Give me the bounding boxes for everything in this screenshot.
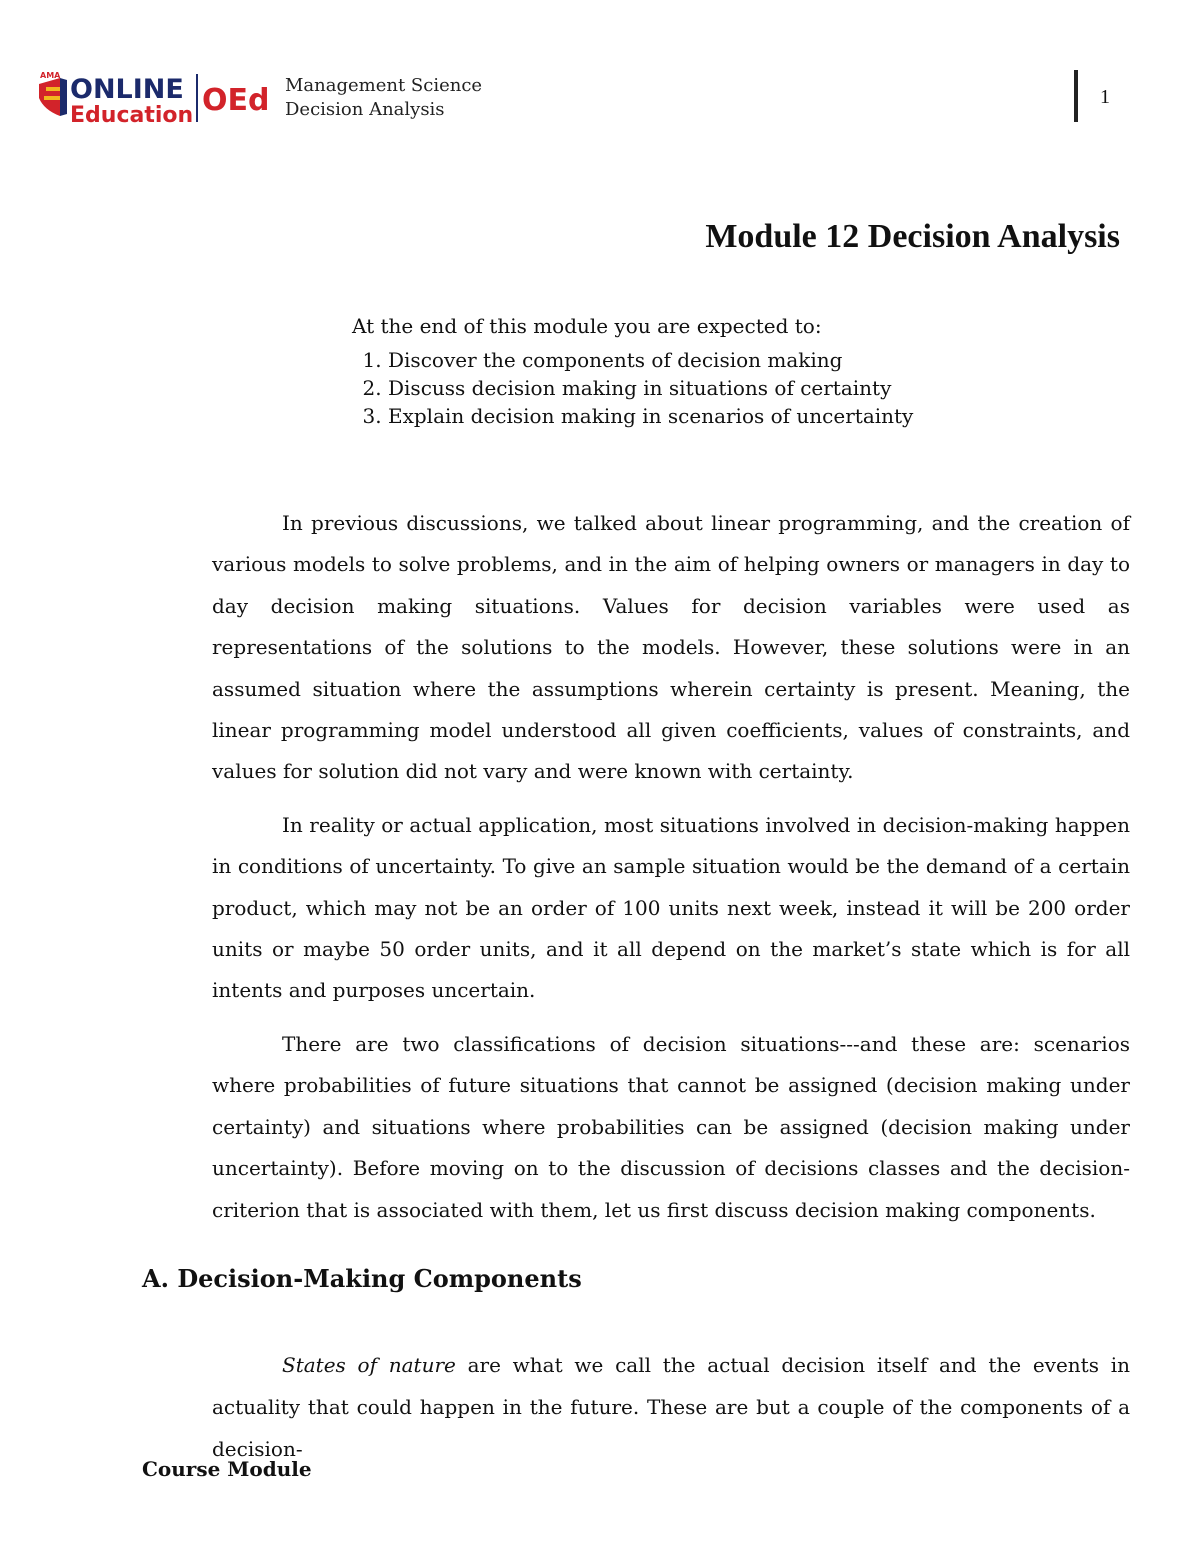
objectives-list — [352, 346, 1112, 430]
paragraph-text: are what we call the actual decision itself and the events in actuality that could happen in the future. These are but a couple of the components of a decision- — [212, 1353, 1130, 1461]
header-divider — [1074, 70, 1078, 122]
objectives-intro: At the end of this module you are expected to: — [352, 314, 822, 338]
logo-oed-mark: OEd — [202, 83, 270, 118]
footer-label: Course Module — [142, 1457, 312, 1481]
learning-objectives — [352, 312, 1112, 430]
topic-name: Decision Analysis — [285, 99, 445, 120]
defined-term: States of nature — [282, 1353, 456, 1377]
section-body — [212, 1344, 1130, 1470]
running-header — [285, 74, 482, 122]
online-education-logo — [36, 70, 276, 126]
logo-education-text: Education — [70, 103, 194, 126]
course-name: Management Science — [285, 75, 483, 96]
objective-item: 2. Discuss decision making in situations of certainty — [388, 374, 1112, 402]
paragraph — [212, 1344, 1130, 1470]
section-heading: A. Decision-Making Components — [142, 1264, 582, 1293]
paragraph: In previous discussions, we talked about linear programming, and the creation of various models to solve problems, and in the aim of helping owners or managers in day to day decision making situations. Values for decision variables were used as representations of the solutions to the models. However, these solutions were in an assumed situation where the assumptions wherein certainty is present. Meaning, the linear programming model understood all given coefficients, values of constraints, and values for solution did not vary and were known with certainty. — [212, 511, 1130, 784]
page-title: Module 12 Decision Analysis — [705, 218, 1120, 255]
objective-item: 1. Discover the components of decision making — [388, 346, 1112, 374]
page-number: 1 — [1100, 86, 1110, 108]
paragraph: There are two classifications of decision situations---and these are: scenarios where probabilities of future situations that cannot be assigned (decision making under certainty) and situations where probabilities can be assigned (decision making under uncertainty). Before moving on to the discussion of decisions classes and the decision-criterion that is associated with them, let us first discuss decision making components. — [212, 1031, 1130, 1222]
logo-badge-text: AMA — [40, 71, 61, 80]
paragraph: In reality or actual application, most situations involved in decision-making happen in conditions of uncertainty. To give an sample situation would be the demand of a certain product, which may not be an order of 100 units next week, instead it will be 200 order units or maybe 50 order units, and it all depend on the market’s state which is for all intents and purposes uncertain. — [212, 812, 1130, 1003]
objective-item: 3. Explain decision making in scenarios of uncertainty — [388, 402, 1112, 430]
body-text — [212, 503, 1130, 1243]
logo-online-text: ONLINE — [70, 74, 184, 105]
